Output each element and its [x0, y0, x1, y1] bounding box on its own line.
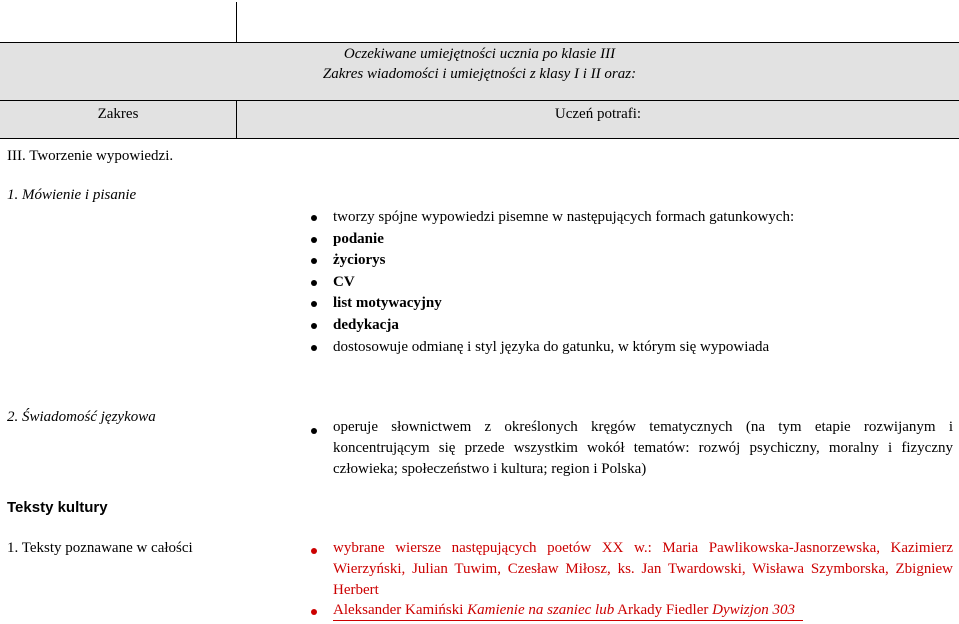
- bullet-icon: [311, 323, 317, 329]
- header-line-2: Zakres wiadomości i umiejętności z klasy I i II oraz:: [322, 66, 637, 82]
- speaking-item-1: tworzy spójne wypowiedzi pisemne w następujących formach gatunkowych:: [333, 209, 795, 225]
- title-dywizjon: Dywizjon 303: [712, 602, 796, 618]
- bullet-icon: [311, 237, 317, 243]
- header-middle-rule: [0, 100, 959, 101]
- header-top-rule: [0, 42, 959, 43]
- language-item: [333, 417, 953, 480]
- culture-label: 1. Teksty poznawane w całości: [7, 540, 193, 556]
- conjunction: lub: [595, 602, 615, 618]
- bullet-icon: [311, 301, 317, 307]
- bullet-icon: [311, 428, 317, 434]
- bullet-icon: [311, 548, 317, 554]
- bullet-icon: [311, 258, 317, 264]
- author-kaminski: Aleksander Kamiński: [333, 602, 464, 618]
- language-line-3: człowieka; społeczeństwo i kultura; region i Polska): [333, 461, 647, 477]
- language-line-2: koncentrującym się przede wszystkim wokół tematów: rozwój psychiczny, moralny i fizyczny: [333, 440, 953, 456]
- culture-item-1-line-2: Wierzyński, Julian Tuwim, Czesław Miłosz, ks. Jan Twardowski, Wisława Szymborska, Zbigniew: [333, 561, 953, 577]
- column-header-uczen: Uczeń potrafi:: [554, 106, 642, 122]
- culture-title: Teksty kultury: [7, 499, 108, 516]
- header-line-1: Oczekiwane umiejętności ucznia po klasie III: [343, 46, 616, 62]
- speaking-item-2: podanie: [333, 231, 384, 247]
- author-fiedler: Arkady Fiedler: [617, 602, 709, 618]
- header-bottom-rule: [0, 138, 959, 139]
- culture-item-2: [333, 602, 795, 619]
- culture-item-1-line-1: wybrane wiersze następujących poetów XX w.: Maria Pawlikowska-Jasnorzewska, Kazimierz: [333, 540, 953, 556]
- culture-item-1-line-3: Herbert: [333, 582, 379, 598]
- bullet-icon: [311, 345, 317, 351]
- speaking-item-5: list motywacyjny: [333, 295, 442, 311]
- speaking-label: 1. Mówienie i pisanie: [7, 187, 137, 203]
- bullet-icon: [311, 215, 317, 221]
- section-title: III. Tworzenie wypowiedzi.: [7, 148, 174, 164]
- culture-item-1: [333, 538, 953, 601]
- language-line-1: operuje słownictwem z określonych kręgów tematycznych (na tym etapie rozwijanym i: [333, 419, 953, 435]
- speaking-item-4: CV: [333, 274, 355, 290]
- bullet-icon: [311, 609, 317, 615]
- speaking-item-6: dedykacja: [333, 317, 399, 333]
- speaking-item-3: życiorys: [333, 252, 386, 268]
- top-cell-divider: [236, 2, 237, 43]
- title-kamienie: Kamienie na szaniec: [467, 602, 592, 618]
- language-label: 2. Świadomość językowa: [7, 409, 156, 425]
- red-underline: [333, 620, 803, 621]
- column-header-zakres: Zakres: [97, 106, 139, 122]
- bullet-icon: [311, 280, 317, 286]
- speaking-item-7: dostosowuje odmianę i styl języka do gatunku, w którym się wypowiada: [333, 339, 770, 355]
